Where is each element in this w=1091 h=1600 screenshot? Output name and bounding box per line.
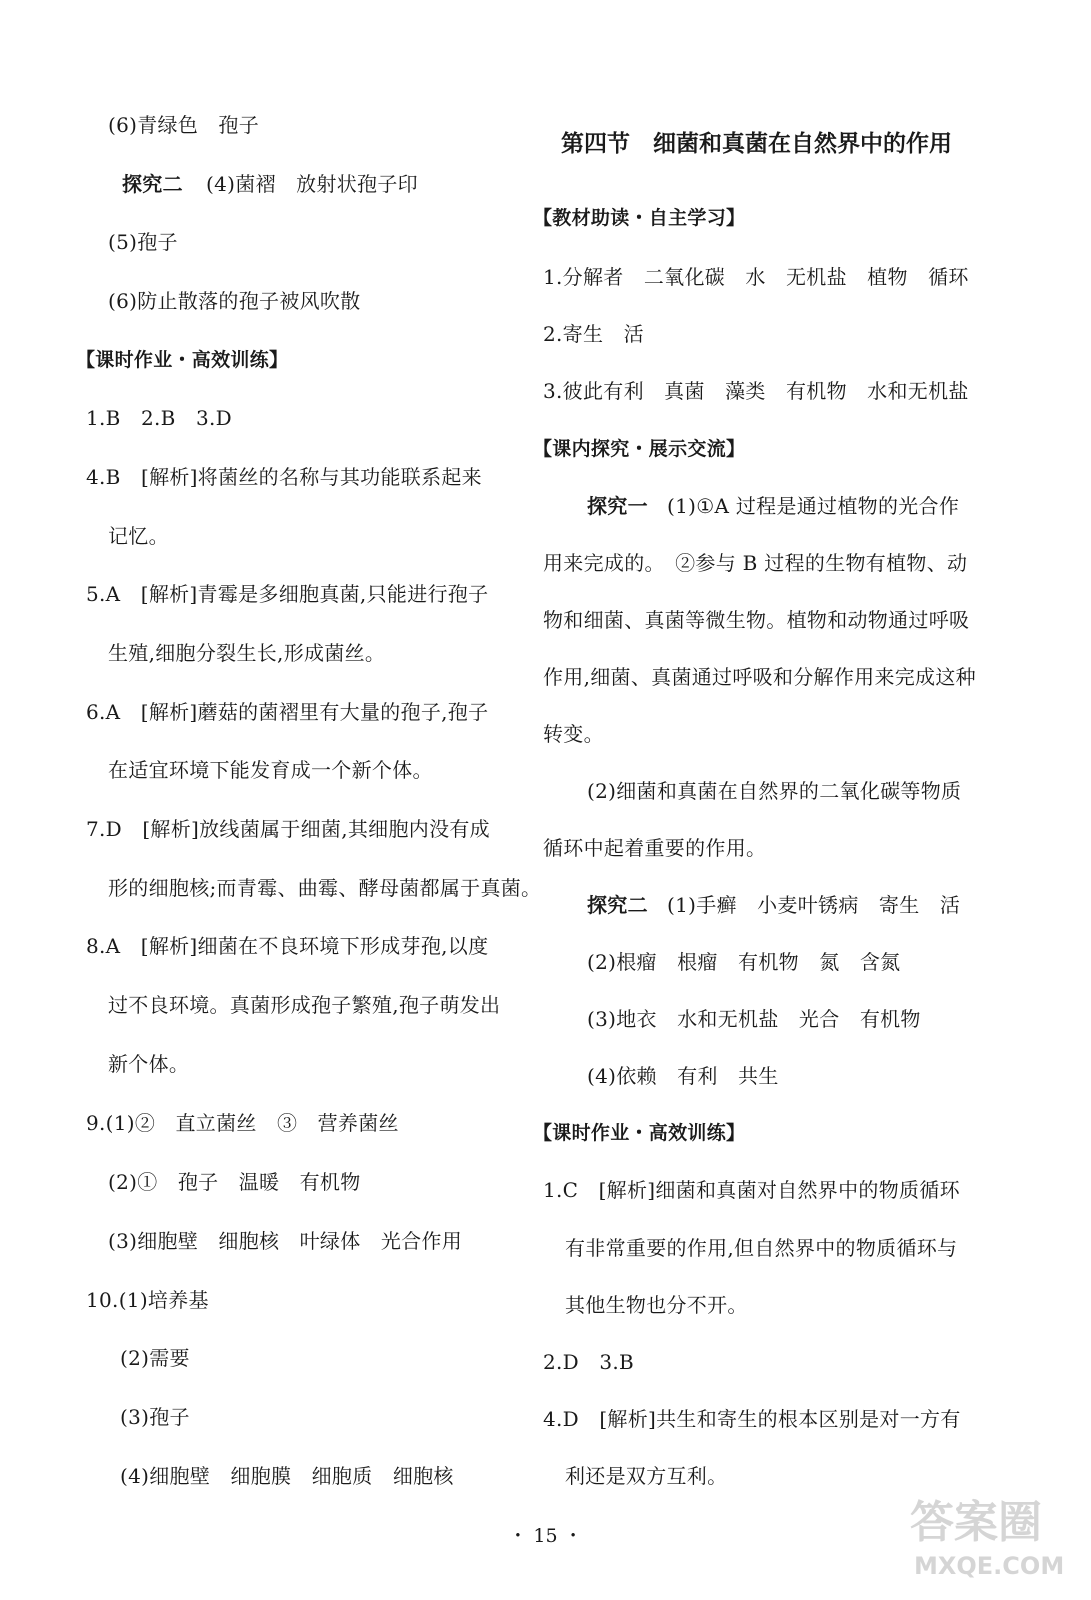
left-answer-line: (3)孢子: [120, 1405, 190, 1429]
right-answer-line: 其他生物也分不开。: [565, 1293, 748, 1317]
right-answer-line: (3)地衣 水和无机盐 光合 有机物: [587, 1007, 921, 1031]
watermark-logo-text: 答案圈: [910, 1497, 1042, 1548]
left-answer-line: 4.B [解析]将菌丝的名称与其功能联系起来: [86, 465, 482, 489]
right-answer-line: [587, 893, 961, 917]
left-answer-line: 生殖,细胞分裂生长,形成菌丝。: [108, 641, 386, 665]
left-answer-line: (3)细胞壁 细胞核 叶绿体 光合作用: [108, 1229, 463, 1253]
left-answer-line: [122, 172, 418, 196]
left-answer-line: 新个体。: [108, 1052, 190, 1076]
right-answer-line: 利还是双方互利。: [565, 1464, 728, 1488]
right-section-heading: 【教材助读・自主学习】: [533, 207, 746, 229]
right-answer-line: 作用,细菌、真菌通过呼吸和分解作用来完成这种: [543, 665, 976, 689]
explore-label: 探究二: [122, 172, 183, 196]
left-answer-line: 形的细胞核;而青霉、曲霉、酵母菌都属于真菌。: [108, 876, 542, 900]
right-answer-line: 4.D [解析]共生和寄生的根本区别是对一方有: [543, 1407, 961, 1431]
explore-label: 探究一: [587, 494, 648, 518]
section-title: 第四节 细菌和真菌在自然界中的作用: [561, 131, 952, 157]
left-answer-line: 过不良环境。真菌形成孢子繁殖,孢子萌发出: [108, 993, 501, 1017]
page-number: ・ 15 ・: [508, 1525, 583, 1547]
left-answer-line: 8.A [解析]细菌在不良环境下形成芽孢,以度: [86, 934, 489, 958]
right-answer-line: (4)依赖 有利 共生: [587, 1064, 779, 1088]
explore-answer: (4)菌褶 放射状孢子印: [206, 172, 418, 196]
left-answer-line: (5)孢子: [108, 230, 178, 254]
right-section-heading: 【课内探究・展示交流】: [533, 438, 746, 460]
right-answer-line: 3.彼此有利 真菌 藻类 有机物 水和无机盐: [543, 379, 969, 403]
right-answer-line: (2)根瘤 根瘤 有机物 氮 含氮: [587, 950, 901, 974]
left-answer-line: 记忆。: [108, 524, 169, 548]
right-answer-line: 1.C [解析]细菌和真菌对自然界中的物质循环: [543, 1178, 960, 1202]
watermark-site-text: MXQE.COM: [914, 1552, 1065, 1580]
right-answer-line: 有非常重要的作用,但自然界中的物质循环与: [565, 1236, 958, 1260]
right-answer-line: (2)细菌和真菌在自然界的二氧化碳等物质: [587, 779, 962, 803]
explore-label: 探究二: [587, 893, 648, 917]
left-answer-line: 9.(1)② 直立菌丝 ③ 营养菌丝: [86, 1111, 399, 1135]
right-answer-line: 1.分解者 二氧化碳 水 无机盐 植物 循环: [543, 265, 969, 289]
left-answer-line: 在适宜环境下能发育成一个新个体。: [108, 758, 433, 782]
left-answer-line: (6)青绿色 孢子: [108, 113, 260, 137]
left-answer-line: 1.B 2.B 3.D: [86, 406, 232, 430]
watermark-logo: [900, 1486, 1080, 1591]
left-answer-line: 7.D [解析]放线菌属于细菌,其细胞内没有成: [86, 817, 490, 841]
explore-answer: (1)手癣 小麦叶锈病 寄生 活: [667, 893, 961, 917]
right-answer-line: [587, 494, 960, 518]
left-answer-line: 6.A [解析]蘑菇的菌褶里有大量的孢子,孢子: [86, 700, 489, 724]
left-answer-line: (4)细胞壁 细胞膜 细胞质 细胞核: [120, 1464, 454, 1488]
explore-answer: (1)①A 过程是通过植物的光合作: [667, 494, 960, 518]
right-answer-line: 转变。: [543, 722, 604, 746]
right-answer-line: 用来完成的。 ②参与 B 过程的生物有植物、动: [543, 551, 968, 575]
right-answer-line: 2.D 3.B: [543, 1350, 634, 1374]
left-section-heading: 【课时作业・高效训练】: [76, 349, 289, 371]
left-answer-line: (2)① 孢子 温暖 有机物: [108, 1170, 361, 1194]
left-answer-line: 10.(1)培养基: [86, 1288, 209, 1312]
right-section-heading: 【课时作业・高效训练】: [533, 1122, 746, 1144]
left-answer-line: (2)需要: [120, 1346, 190, 1370]
left-answer-line: (6)防止散落的孢子被风吹散: [108, 289, 361, 313]
left-answer-line: 5.A [解析]青霉是多细胞真菌,只能进行孢子: [86, 582, 489, 606]
right-answer-line: 循环中起着重要的作用。: [543, 836, 767, 860]
right-answer-line: 2.寄生 活: [543, 322, 644, 346]
right-answer-line: 物和细菌、真菌等微生物。植物和动物通过呼吸: [543, 608, 970, 632]
